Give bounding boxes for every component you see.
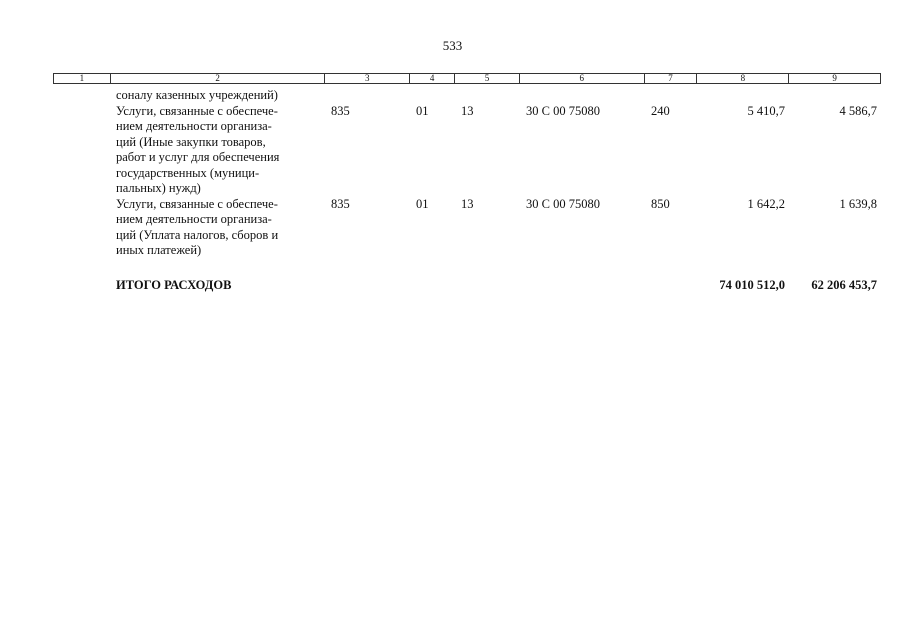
cell-col7-code: 240 xyxy=(651,103,670,118)
cell-col6-code: 30 С 00 75080 xyxy=(526,103,600,118)
cell-col4 xyxy=(410,278,455,294)
description-line: ций (Иные закупки товаров, xyxy=(116,134,266,149)
description-line: ций (Уплата налогов, сборов и xyxy=(116,227,279,242)
total-row xyxy=(53,278,881,294)
header-cell-5: 5 xyxy=(455,74,520,83)
description-line: пальных) нужд) xyxy=(116,181,201,195)
cell-col3-code: 835 xyxy=(331,196,350,211)
header-cell-3: 3 xyxy=(325,74,410,83)
row-description xyxy=(110,104,325,197)
total-col8: 74 010 512,0 xyxy=(719,277,785,292)
description-line: работ и услуг для обеспечения xyxy=(116,150,280,164)
page-number: 533 xyxy=(442,38,463,53)
cell-col6-code: 30 С 00 75080 xyxy=(526,196,600,211)
cell-col9-amount: 4 586,7 xyxy=(839,103,877,118)
cell-col5 xyxy=(455,278,520,294)
description-line: нием деятельности организа- xyxy=(116,119,272,133)
cell-col1 xyxy=(53,104,110,197)
table-header-row xyxy=(53,73,881,84)
header-cell-4: 4 xyxy=(410,74,455,83)
description-line: Услуги, связанные с обеспече- xyxy=(116,103,278,118)
cell-col8-amount: 1 642,2 xyxy=(747,196,785,211)
table-rows xyxy=(53,104,881,259)
header-cell-8: 8 xyxy=(697,74,789,83)
cell-col7 xyxy=(645,278,698,294)
description-line: соналу казенных учреждений) xyxy=(116,88,278,102)
description-line: государственных (муници- xyxy=(116,165,260,180)
cell-col3-code: 835 xyxy=(331,103,350,118)
cell-col8-amount: 5 410,7 xyxy=(747,103,785,118)
cell-col9-amount: 1 639,8 xyxy=(839,196,877,211)
total-label: ИТОГО РАСХОДОВ xyxy=(116,277,232,292)
header-cell-7: 7 xyxy=(645,74,698,83)
cell-col1 xyxy=(53,88,110,104)
header-cell-9: 9 xyxy=(832,74,837,83)
total-col9: 62 206 453,7 xyxy=(811,277,877,292)
cell-col1 xyxy=(53,278,110,294)
cell-col5-code: 13 xyxy=(461,103,474,118)
continuation-description xyxy=(110,88,325,104)
cell-col6 xyxy=(520,278,645,294)
cell-col5-code: 13 xyxy=(461,196,474,211)
header-cell-1: 1 xyxy=(54,74,111,83)
description-line: Услуги, связанные с обеспече- xyxy=(116,196,278,211)
header-cell-2: 2 xyxy=(111,74,325,83)
description-line: нием деятельности организа- xyxy=(116,212,272,226)
cell-col3 xyxy=(325,278,410,294)
row-description xyxy=(110,197,325,259)
description-line: иных платежей) xyxy=(116,243,202,257)
table-row xyxy=(53,104,881,197)
cell-col7-code: 850 xyxy=(651,196,670,211)
cell-col4-code: 01 xyxy=(416,196,429,211)
cell-col4-code: 01 xyxy=(416,103,429,118)
cell-col1 xyxy=(53,197,110,259)
header-cell-6: 6 xyxy=(520,74,645,83)
table-body xyxy=(53,88,881,293)
continuation-row xyxy=(53,88,881,104)
table-row xyxy=(53,197,881,259)
